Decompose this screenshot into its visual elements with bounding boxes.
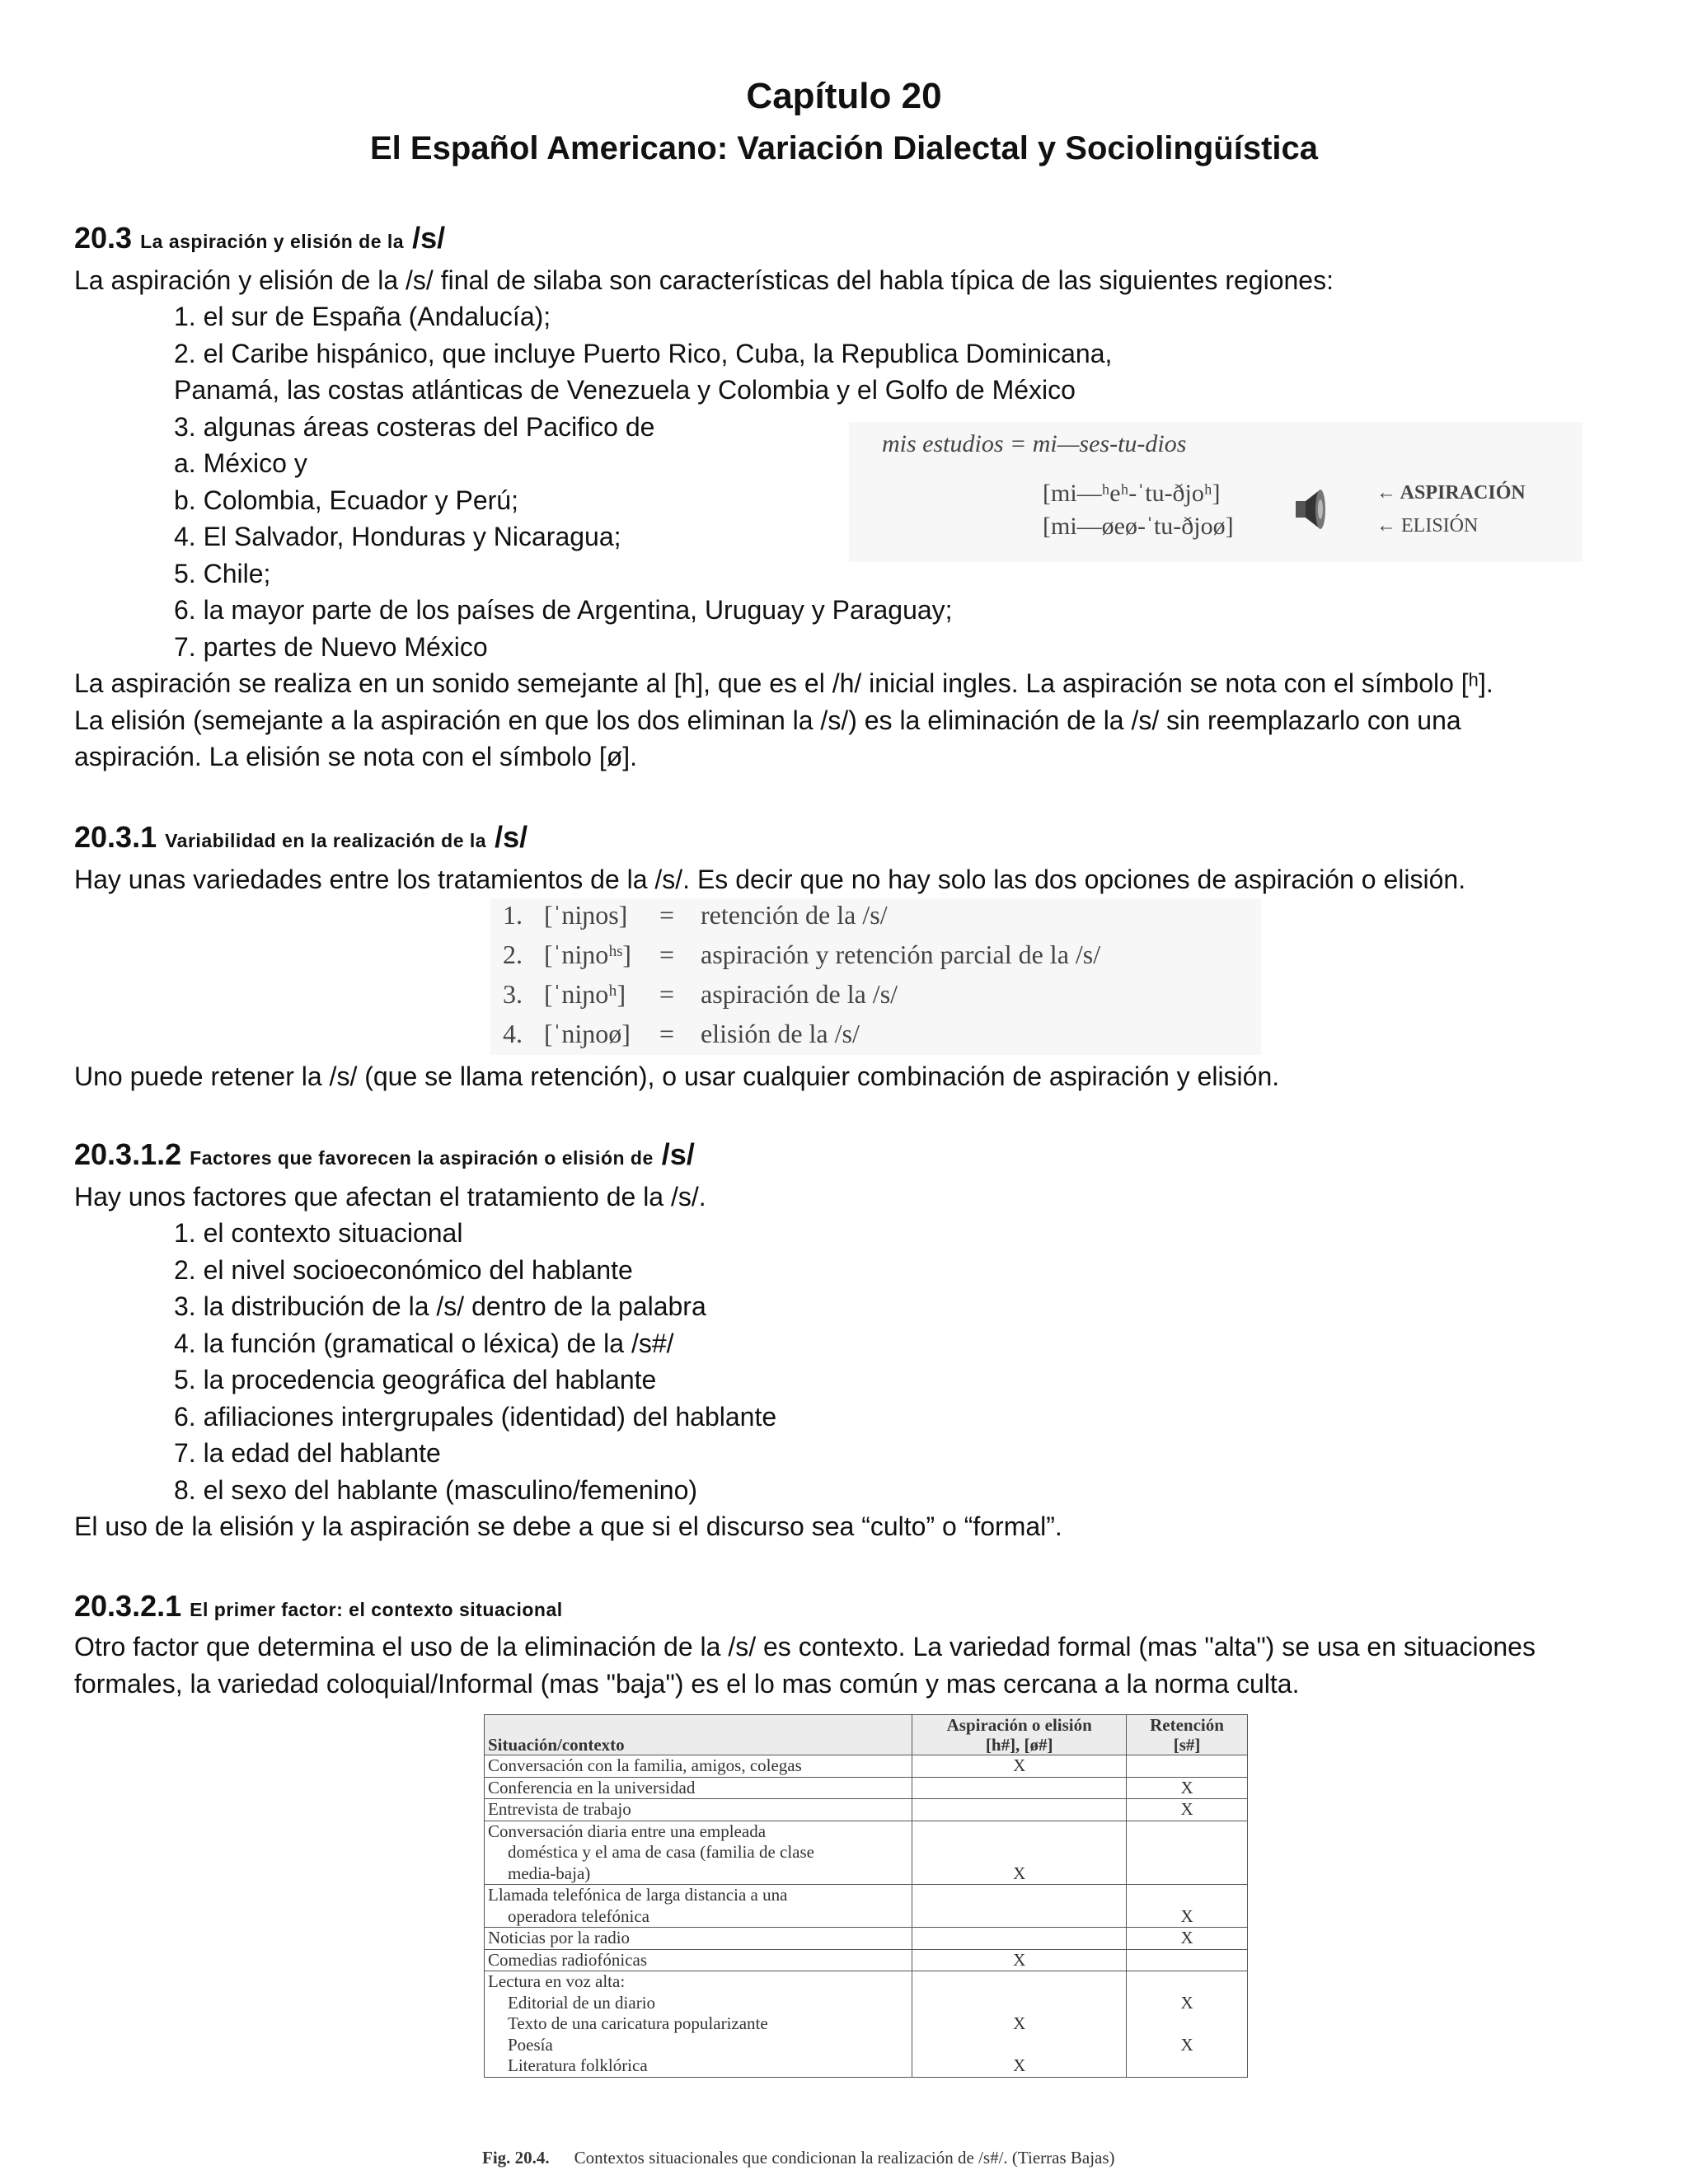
situation-text: doméstica y el ama de casa (familia de clase — [508, 1842, 814, 1862]
paragraph: Hay unos factores que afectan el tratamiento de la /s/. — [74, 1182, 706, 1212]
aspiracion-mark: X — [1013, 2055, 1026, 2075]
list-item: 4. El Salvador, Honduras y Nicaragua; — [174, 522, 621, 551]
chapter-subtitle: El Español Americano: Variación Dialectal y Sociolingüística — [370, 130, 1318, 166]
table-row — [485, 1755, 1248, 1778]
variant-form: [ˈniɲos] — [544, 900, 628, 930]
list-item: 3. la distribución de la /s/ dentro de la palabra — [174, 1291, 706, 1321]
list-item: 6. la mayor parte de los países de Argentina, Uruguay y Paraguay; — [174, 595, 953, 625]
list-item: 1. el sur de España (Andalucía); — [174, 302, 551, 331]
aspiracion-mark: X — [1013, 2013, 1026, 2033]
table-row — [485, 1799, 1248, 1821]
retencion-mark: X — [1127, 1885, 1248, 1928]
section-title: El primer factor: el contexto situacional — [190, 1599, 563, 1620]
retencion-mark — [1127, 1949, 1248, 1971]
column-header-retencion: Retención [s#] — [1127, 1715, 1248, 1755]
variants-figure — [490, 898, 1261, 1055]
situation-text: Noticias por la radio — [488, 1928, 631, 1947]
situational-context-table — [484, 1714, 1248, 2078]
variant-equals: = — [659, 940, 675, 969]
section-heading-20-3-1 — [74, 820, 528, 855]
situation-cell — [485, 1928, 912, 1950]
list-item: 5. Chile; — [174, 559, 271, 588]
paragraph: aspiración. La elisión se nota con el símbolo [ø]. — [74, 742, 638, 771]
situation-cell — [485, 1821, 912, 1885]
figure-line: [mi—ʰeʰ-ˈtu-ðjoʰ] — [1043, 480, 1221, 507]
retencion-mark: X — [1180, 1992, 1193, 2013]
section-title: Factores que favorecen la aspiración o elisión de — [190, 1147, 654, 1169]
figure-line: mis estudios = mi—ses-tu-dios — [882, 430, 1187, 457]
retencion-cell — [1127, 1971, 1248, 2078]
table-row — [485, 1821, 1248, 1885]
situation-cell — [485, 1799, 912, 1821]
aspiracion-mark — [912, 1799, 1127, 1821]
situation-text: Literatura folklórica — [508, 2055, 648, 2075]
table-row — [485, 1777, 1248, 1799]
retencion-mark — [1130, 2055, 1244, 2077]
situation-text: Editorial de un diario — [508, 1992, 656, 2013]
table-row — [485, 1885, 1248, 1928]
section-title: Variabilidad en la realización de la — [165, 830, 487, 851]
section-heading-20-3-2-1 — [74, 1589, 563, 1624]
paragraph: formales, la variedad coloquial/Informal (mas "baja") es el lo mas común y mas cercana a la norma culta. — [74, 1669, 1300, 1699]
situation-cell — [485, 1755, 912, 1778]
variant-number: 2. — [503, 940, 523, 969]
list-item: 4. la función (gramatical o léxica) de la /s#/ — [174, 1329, 674, 1358]
list-item: 1. el contexto situacional — [174, 1218, 463, 1248]
list-item: 7. partes de Nuevo México — [174, 632, 488, 662]
section-symbol: /s/ — [412, 221, 446, 255]
situation-cell — [485, 1777, 912, 1799]
caption-text: Contextos situacionales que condicionan la realización de /s#/. (Tierras Bajas) — [574, 2148, 1115, 2168]
table-row — [485, 1971, 1248, 2078]
situation-text: Conferencia en la universidad — [488, 1777, 696, 1797]
aspiracion-mark: X — [912, 1755, 1127, 1778]
situation-text: operadora telefónica — [508, 1905, 649, 1926]
variant-description: aspiración de la /s/ — [701, 979, 898, 1009]
section-number: 20.3.2.1 — [74, 1589, 182, 1623]
variant-number: 3. — [503, 979, 523, 1009]
table-body — [485, 1755, 1248, 2078]
situation-cell — [485, 1971, 912, 2078]
retencion-mark — [1127, 1821, 1248, 1885]
situation-text: Llamada telefónica de larga distancia a una — [488, 1885, 788, 1905]
column-header-aspiracion: Aspiración o elisión [h#], [ø#] — [912, 1715, 1127, 1755]
paragraph: La aspiración se realiza en un sonido semejante al [h], que es el /h/ inicial ingles. La aspiración se nota con el símbolo [ʰ]. — [74, 668, 1493, 698]
situation-text: Conversación con la familia, amigos, colegas — [488, 1755, 802, 1775]
retencion-mark: X — [1127, 1799, 1248, 1821]
speaker-icon[interactable] — [1292, 486, 1329, 532]
section-number: 20.3 — [74, 221, 133, 255]
variant-description: retención de la /s/ — [701, 900, 888, 930]
situation-text: Entrevista de trabajo — [488, 1799, 631, 1819]
section-heading-20-3-1-2 — [74, 1137, 695, 1172]
table-header-row — [485, 1715, 1248, 1755]
table-row — [485, 1949, 1248, 1971]
paragraph: El uso de la elisión y la aspiración se debe a que si el discurso sea “culto” o “formal”. — [74, 1511, 1062, 1541]
situation-text: Comedias radiofónicas — [488, 1949, 648, 1970]
caption-label: Fig. 20.4. — [482, 2148, 550, 2168]
aspiracion-cell — [912, 1971, 1127, 2078]
situation-cell — [485, 1885, 912, 1928]
section-symbol: /s/ — [495, 820, 528, 854]
phonetic-figure — [849, 422, 1582, 562]
situation-text: Texto de una caricatura popularizante — [508, 2013, 768, 2033]
figure-label-elision: ← ELISIÓN — [1376, 515, 1479, 537]
aspiracion-mark — [912, 1928, 1127, 1950]
variant-equals: = — [659, 1019, 675, 1048]
list-item: 6. afiliaciones intergrupales (identidad) del hablante — [174, 1402, 777, 1432]
situation-group-label: Lectura en voz alta: — [488, 1971, 626, 1991]
section-number: 20.3.1 — [74, 820, 157, 854]
aspiracion-mark — [916, 2035, 1123, 2056]
retencion-mark: X — [1127, 1777, 1248, 1799]
aspiracion-mark — [916, 1993, 1123, 2014]
variant-description: elisión de la /s/ — [701, 1019, 860, 1048]
variant-number: 1. — [503, 900, 523, 930]
list-item: 2. el Caribe hispánico, que incluye Puerto Rico, Cuba, la Republica Dominicana, — [174, 339, 1113, 368]
figure-label-aspiracion: ← ASPIRACIÓN — [1376, 482, 1526, 504]
situation-cell — [485, 1949, 912, 1971]
variant-form: [ˈniɲoʰ] — [544, 979, 626, 1009]
paragraph: Otro factor que determina el uso de la eliminación de la /s/ es contexto. La variedad formal (mas "alta") se usa en situaciones — [74, 1632, 1536, 1661]
list-item: b. Colombia, Ecuador y Perú; — [174, 485, 518, 515]
list-item: 2. el nivel socioeconómico del hablante — [174, 1255, 633, 1285]
situation-text: media-baja) — [508, 1863, 591, 1883]
aspiracion-mark — [912, 1777, 1127, 1799]
column-header-situacion: Situación/contexto — [485, 1715, 912, 1755]
paragraph: Uno puede retener la /s/ (que se llama retención), o usar cualquier combinación de aspiración y elisión. — [74, 1062, 1280, 1091]
figure-line: [mi—øeø-ˈtu-ðjoø] — [1043, 513, 1234, 540]
variant-number: 4. — [503, 1019, 523, 1048]
paragraph: La aspiración y elisión de la /s/ final de silaba son características del habla típica de las siguientes regiones: — [74, 265, 1334, 295]
variant-form: [ˈniɲoʰˢ] — [544, 940, 631, 969]
aspiracion-mark — [912, 1885, 1127, 1928]
list-item: 3. algunas áreas costeras del Pacifico de — [174, 412, 655, 442]
retencion-mark — [1127, 1755, 1248, 1778]
variant-equals: = — [659, 900, 675, 930]
figure-caption — [482, 2148, 1115, 2168]
retencion-mark — [1130, 2013, 1244, 2035]
aspiracion-mark: X — [912, 1821, 1127, 1885]
section-heading-20-3 — [74, 221, 445, 255]
aspiracion-mark: X — [912, 1949, 1127, 1971]
list-item: 7. la edad del hablante — [174, 1438, 441, 1468]
section-title: La aspiración y elisión de la — [140, 231, 405, 252]
list-item: 8. el sexo del hablante (masculino/femenino) — [174, 1475, 698, 1505]
table-row — [485, 1928, 1248, 1950]
list-item: a. México y — [174, 448, 307, 478]
chapter-title: Capítulo 20 — [746, 76, 942, 116]
variant-equals: = — [659, 979, 675, 1009]
paragraph: Hay unas variedades entre los tratamientos de la /s/. Es decir que no hay solo las dos opciones de aspiración o elisión. — [74, 865, 1466, 894]
paragraph: La elisión (semejante a la aspiración en que los dos eliminan la /s/) es la eliminación de la /s/ sin reemplazarlo con una — [74, 705, 1461, 735]
situation-text: Poesía — [508, 2034, 553, 2055]
variant-description: aspiración y retención parcial de la /s/ — [701, 940, 1101, 969]
situation-text: Conversación diaria entre una empleada — [488, 1821, 767, 1841]
section-symbol: /s/ — [661, 1137, 695, 1171]
list-item: Panamá, las costas atlánticas de Venezuela y Colombia y el Golfo de México — [174, 375, 1076, 405]
retencion-mark: X — [1180, 2034, 1193, 2055]
section-number: 20.3.1.2 — [74, 1137, 182, 1171]
list-item: 5. la procedencia geográfica del hablante — [174, 1365, 657, 1394]
retencion-mark: X — [1127, 1928, 1248, 1950]
variant-form: [ˈniɲoø] — [544, 1019, 631, 1048]
